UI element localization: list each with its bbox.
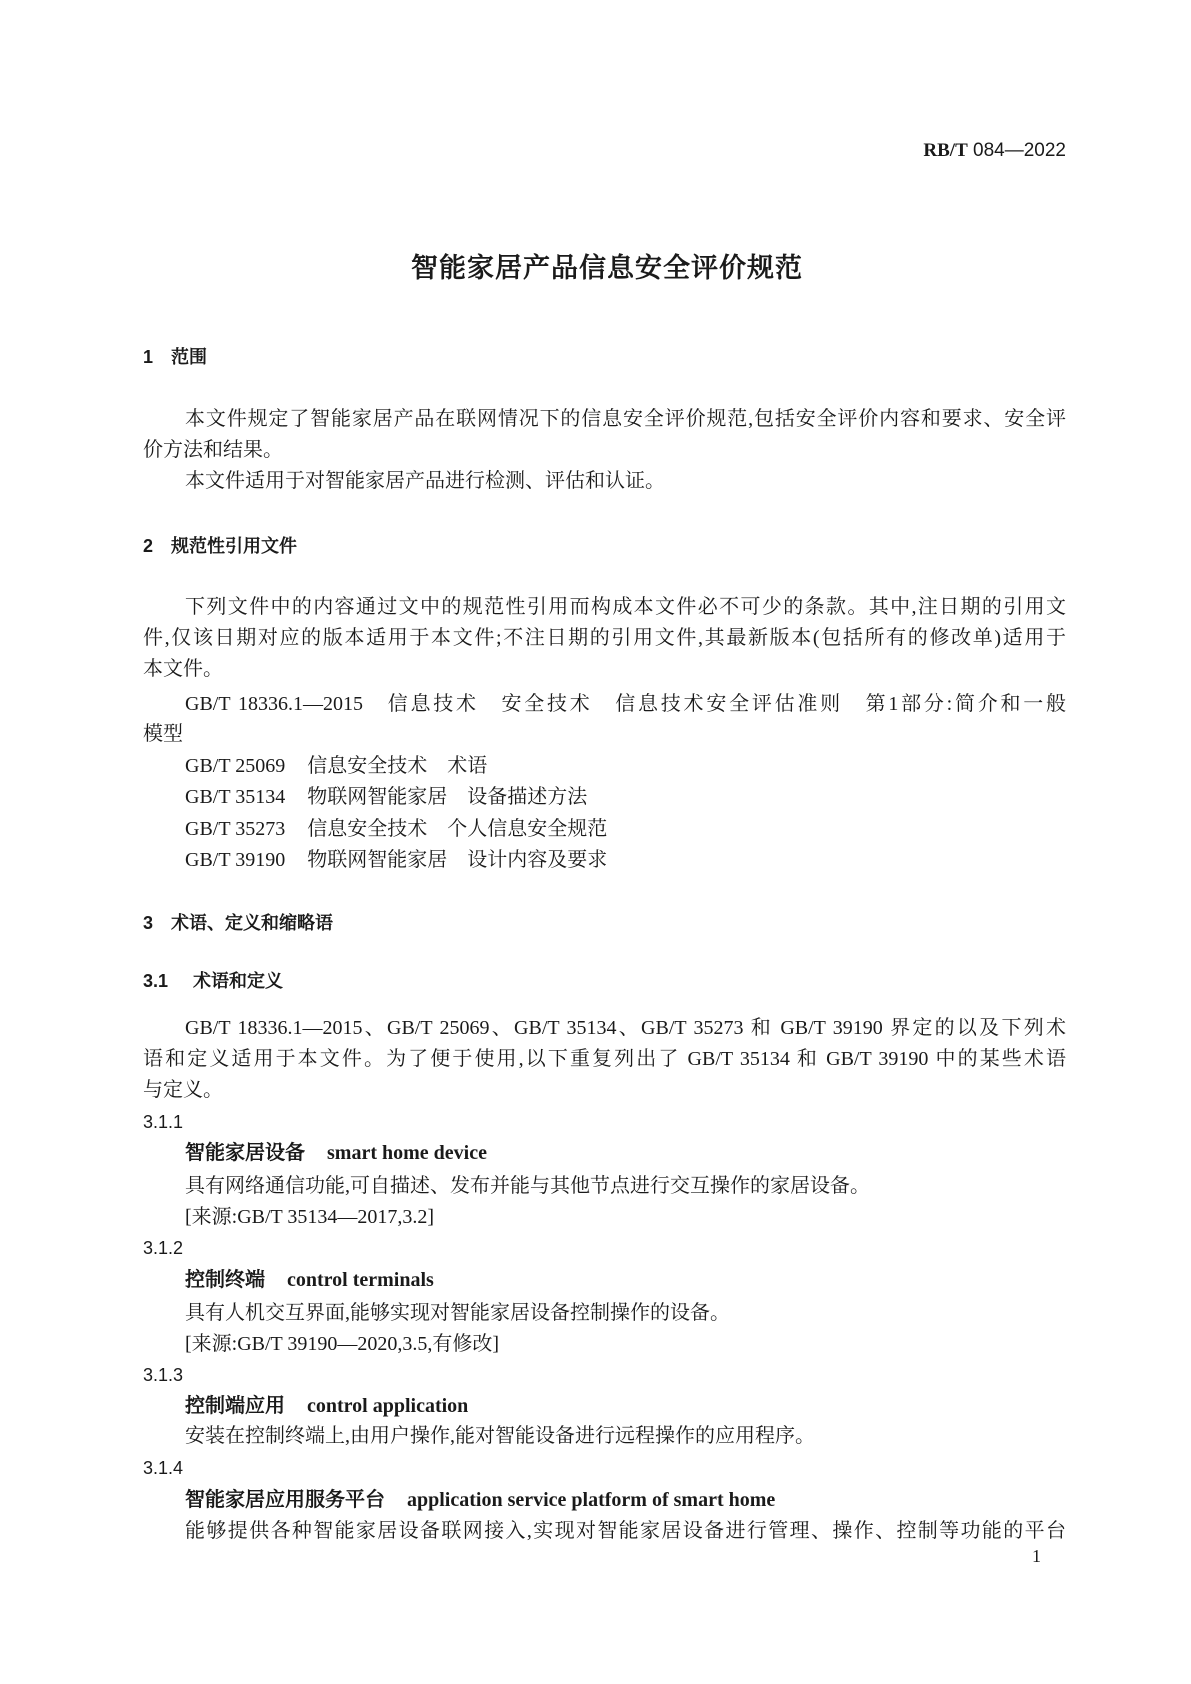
paragraph-line: 本文件。 xyxy=(143,658,223,680)
term-definition: 安装在控制终端上,由用户操作,能对智能设备进行远程操作的应用程序。 xyxy=(185,1425,815,1447)
term-heading: 控制端应用 control application xyxy=(185,1395,469,1417)
paragraph-line: 与定义。 xyxy=(143,1079,223,1101)
paragraph-line: 语和定义适用于本文件。为了便于使用,以下重复列出了 GB/T 35134 和 GB/T 39190 中的某些术语 xyxy=(143,1048,1066,1070)
term-number: 3.1.2 xyxy=(143,1238,184,1258)
section-heading-2: 2 规范性引用文件 xyxy=(143,536,297,556)
reference-item: GB/T 25069 信息安全技术 术语 xyxy=(185,755,488,777)
term-number: 3.1.4 xyxy=(143,1458,184,1478)
paragraph-line: 件,仅该日期对应的版本适用于本文件;不注日期的引用文件,其最新版本(包括所有的修改单)适用于 xyxy=(143,627,1066,649)
reference-item: GB/T 18336.1—2015 信息技术 安全技术 信息技术安全评估准则 第1部分:简介和一般 xyxy=(185,693,1066,715)
term-definition: 具有人机交互界面,能够实现对智能家居设备控制操作的设备。 xyxy=(185,1302,730,1324)
document-title: 智能家居产品信息安全评价规范 xyxy=(411,253,803,283)
paragraph-line: GB/T 18336.1—2015、GB/T 25069、GB/T 35134、GB/T 35273 和 GB/T 39190 界定的以及下列术 xyxy=(185,1017,1066,1039)
reference-item: GB/T 35134 物联网智能家居 设备描述方法 xyxy=(185,786,588,808)
term-source: [来源:GB/T 39190—2020,3.5,有修改] xyxy=(185,1333,500,1355)
term-number: 3.1.1 xyxy=(143,1112,184,1132)
paragraph-line: 本文件规定了智能家居产品在联网情况下的信息安全评价规范,包括安全评价内容和要求、安全评 xyxy=(185,408,1066,430)
term-heading: 控制终端 control terminals xyxy=(185,1269,434,1291)
section-heading-1: 1 范围 xyxy=(143,347,207,367)
subsection-heading-3-1: 3.1 术语和定义 xyxy=(143,971,283,991)
page-number: 1 xyxy=(1032,1546,1041,1566)
paragraph-line: 本文件适用于对智能家居产品进行检测、评估和认证。 xyxy=(185,470,665,492)
term-definition: 能够提供各种智能家居设备联网接入,实现对智能家居设备进行管理、操作、控制等功能的平台 xyxy=(185,1520,1066,1542)
term-heading: 智能家居设备 smart home device xyxy=(185,1142,487,1164)
term-heading: 智能家居应用服务平台 application service platform of smart home xyxy=(185,1489,776,1511)
reference-item: GB/T 35273 信息安全技术 个人信息安全规范 xyxy=(185,818,608,840)
section-heading-3: 3 术语、定义和缩略语 xyxy=(143,913,333,933)
term-number: 3.1.3 xyxy=(143,1365,184,1385)
reference-item-continuation: 模型 xyxy=(143,723,183,745)
term-definition: 具有网络通信功能,可自描述、发布并能与其他节点进行交互操作的家居设备。 xyxy=(185,1175,870,1197)
paragraph-line: 下列文件中的内容通过文中的规范性引用而构成本文件必不可少的条款。其中,注日期的引用文 xyxy=(185,596,1066,618)
standard-code: RB/T 084—2022 xyxy=(923,140,1066,161)
paragraph-line: 价方法和结果。 xyxy=(143,439,283,461)
reference-item: GB/T 39190 物联网智能家居 设计内容及要求 xyxy=(185,849,608,871)
term-source: [来源:GB/T 35134—2017,3.2] xyxy=(185,1206,435,1228)
